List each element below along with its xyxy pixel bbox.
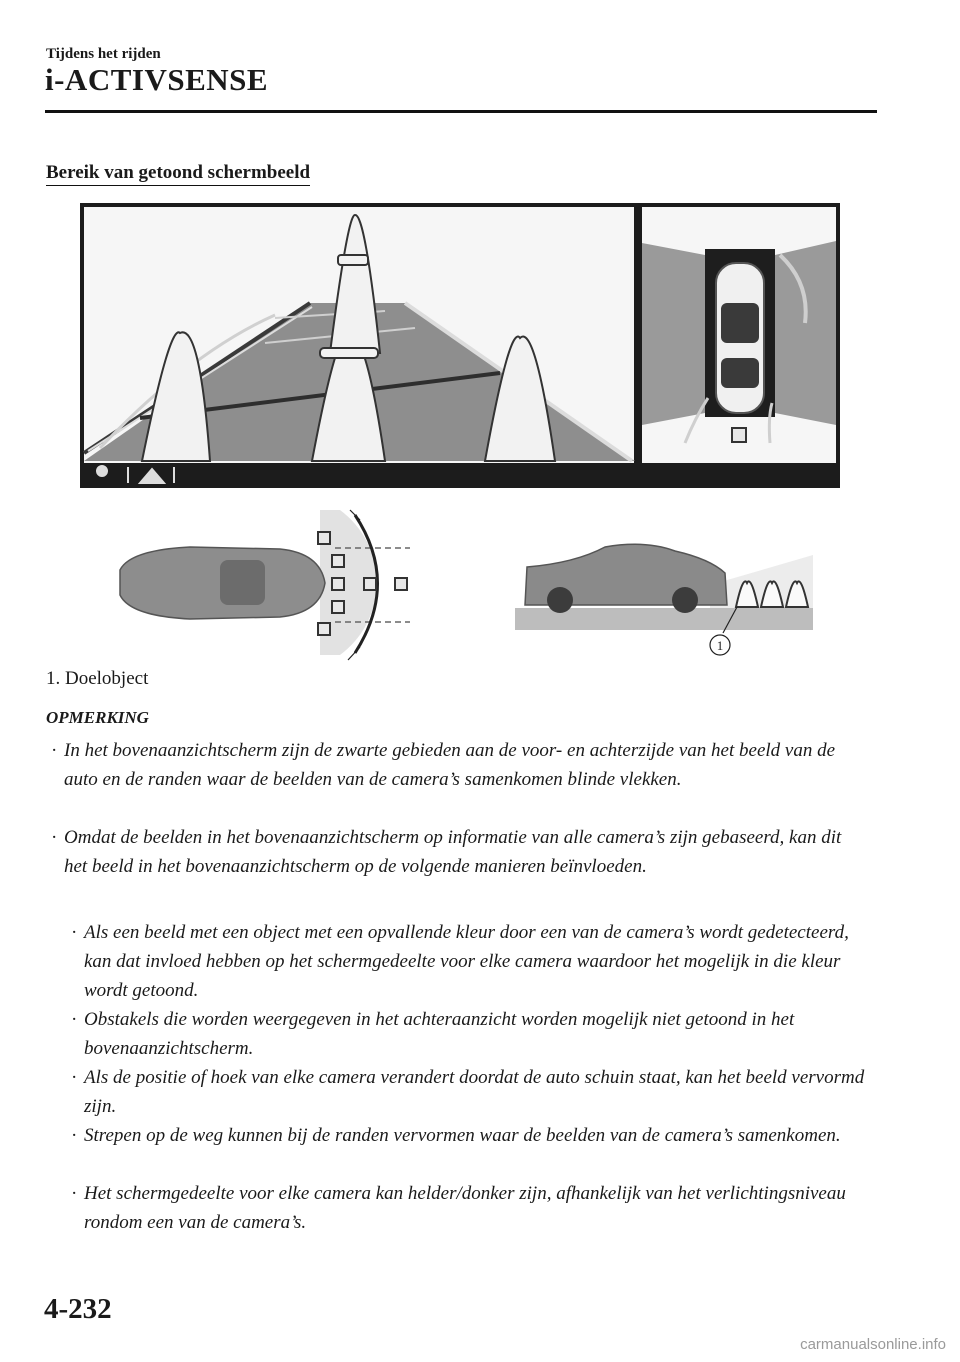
callout-number: 1 — [716, 638, 724, 653]
note-heading: OPMERKING — [46, 708, 149, 727]
section-label: Tijdens het rijden — [46, 46, 161, 62]
car-side-illustration — [525, 544, 727, 613]
header-rule — [45, 110, 877, 113]
side-view-diagram — [515, 535, 815, 660]
target-object-cones — [736, 581, 808, 607]
bullet: · — [71, 1067, 78, 1088]
bullet: · — [71, 1125, 78, 1146]
note-subitem: · Obstakels die worden weergegeven in het achteraanzicht worden mogelijk niet getoond in het bovenaanzichtscherm. — [84, 1005, 874, 1063]
bullet: · — [51, 740, 58, 761]
bullet: · — [71, 1183, 78, 1204]
page-number: 4-232 — [44, 1293, 112, 1325]
note-subitem: · Het schermgedeelte voor elke camera kan helder/donker zijn, afhankelijk van het verlichtingsniveau rondom een van de camera’s. — [84, 1179, 874, 1237]
car-top-illustration — [120, 547, 325, 619]
top-view — [642, 207, 836, 463]
bullet: · — [71, 922, 78, 943]
bullet: · — [51, 827, 58, 848]
note-item: · Omdat de beelden in het bovenaanzichtscherm op informatie van alle camera’s zijn gebaseerd, kan dit het beeld in het bovenaanzichtscherm op de volgende manieren beïnvloeden. — [64, 823, 844, 881]
detection-range-diagram — [110, 505, 440, 665]
note-item: · In het bovenaanzichtscherm zijn de zwarte gebieden aan de voor- en achterzijde van het beeld van de auto en de randen waar de beelden van de camera’s samenkomen blinde vlekken. — [64, 736, 844, 794]
rear-camera-view — [84, 207, 635, 463]
note-subitem: · Als een beeld met een object met een opvallende kleur door een van de camera’s wordt gedetecteerd, kan dat invloed hebben op het schermgedeelte voor elke camera waardoor het mogelijk in die kleur wordt getoond. — [84, 918, 874, 1005]
section-heading: Bereik van getoond schermbeeld — [46, 162, 310, 186]
chapter-title: i-ACTIVSENSE — [45, 62, 269, 97]
note-subitem: · Als de positie of hoek van elke camera verandert doordat de auto schuin staat, kan het beeld vervormd zijn. — [84, 1063, 874, 1121]
camera-screen-illustration — [80, 203, 840, 488]
watermark: carmanualsonline.info — [800, 1336, 946, 1353]
figure-caption: 1. Doelobject — [46, 668, 149, 689]
note-subitem: · Strepen op de weg kunnen bij de randen vervormen waar de beelden van de camera’s samenkomen. — [84, 1121, 874, 1150]
bullet: · — [71, 1009, 78, 1030]
